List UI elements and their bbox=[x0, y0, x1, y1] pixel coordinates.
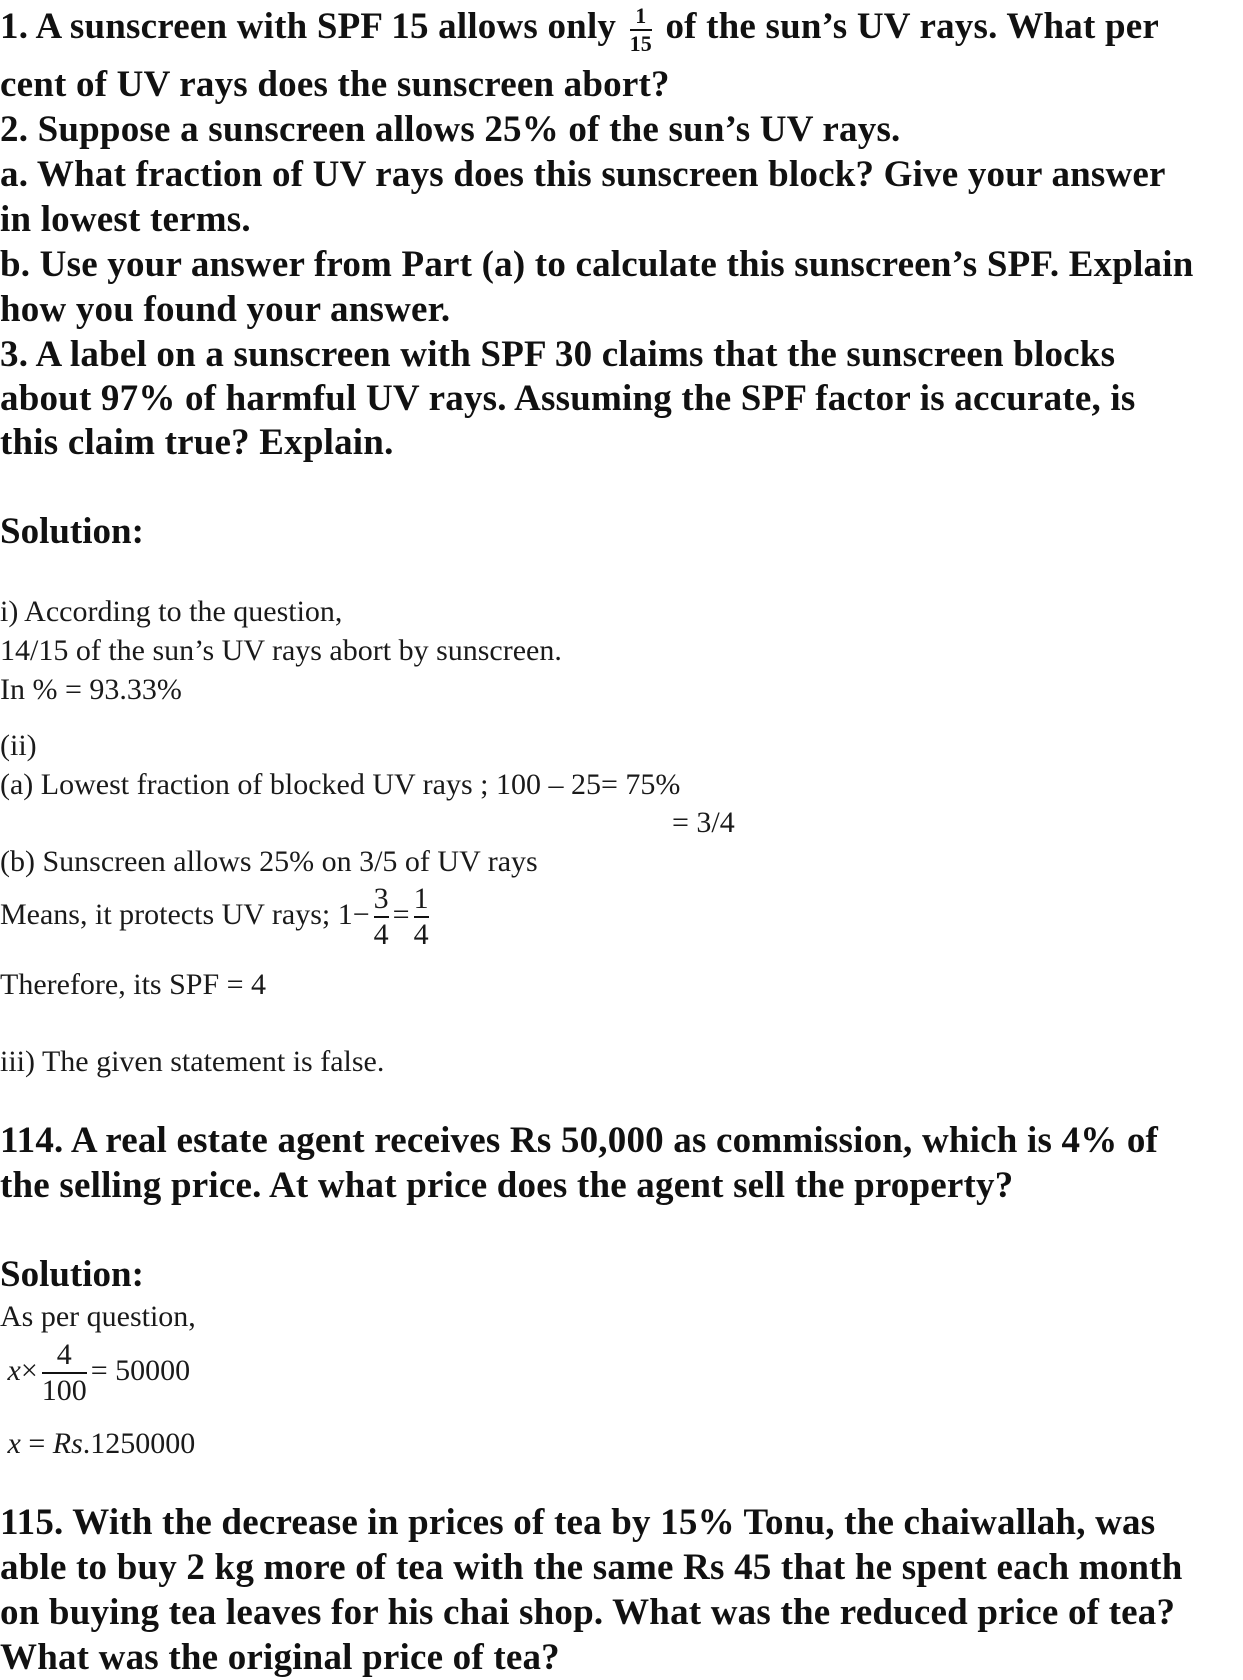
fraction-denominator: 4 bbox=[373, 918, 389, 951]
q114-line-1: 114. A real estate agent receives Rs 50,000 as commission, which is 4% of bbox=[0, 1120, 1159, 1161]
q113-fraction bbox=[629, 2, 652, 56]
equals-sign: = bbox=[392, 897, 410, 931]
q113-line-4: a. What fraction of UV rays does this sunscreen block? Give your answer bbox=[0, 154, 1166, 195]
fraction-four-hundredths bbox=[42, 1340, 87, 1406]
solution-113-line-9: Therefore, its SPF = 4 bbox=[0, 968, 267, 1001]
equation-rhs: = 50000 bbox=[90, 1353, 191, 1387]
variable-x: x bbox=[7, 1353, 21, 1387]
q115-line-3: on buying tea leaves for his chai shop. What was the reduced price of tea? bbox=[0, 1592, 1176, 1633]
q115-line-2: able to buy 2 kg more of tea with the same Rs 45 that he spent each month bbox=[0, 1547, 1183, 1588]
solution-113-line-1: i) According to the question, bbox=[0, 595, 343, 628]
solution-113-line-6: = 3/4 bbox=[672, 806, 735, 839]
q113-line-9: about 97% of harmful UV rays. Assuming the SPF factor is accurate, is bbox=[0, 378, 1136, 419]
q113-line-1 bbox=[0, 4, 1243, 55]
solution-113-line-5: (a) Lowest fraction of blocked UV rays ; 100 – 25= 75% bbox=[0, 768, 681, 801]
q113-line-3: 2. Suppose a sunscreen allows 25% of the sun’s UV rays. bbox=[0, 109, 901, 150]
fraction-numerator: 1 bbox=[413, 882, 429, 915]
solution-114-equation-2 bbox=[0, 1427, 195, 1461]
solution-114-line-1: As per question, bbox=[0, 1300, 196, 1333]
solution-113-line-3: In % = 93.33% bbox=[0, 673, 182, 706]
fraction-denominator: 100 bbox=[41, 1374, 87, 1407]
solution-heading: Solution: bbox=[0, 511, 144, 552]
solution-113-line-8-pre: Means, it protects UV rays; 1− bbox=[0, 897, 370, 931]
answer-value: .1250000 bbox=[82, 1427, 196, 1460]
solution-114-equation-1 bbox=[0, 1340, 190, 1406]
q113-line-1-post: of the sun’s UV rays. What per bbox=[665, 6, 1159, 47]
fraction-denominator: 4 bbox=[413, 918, 429, 951]
variable-x: x bbox=[7, 1427, 21, 1460]
fraction-three-quarters bbox=[374, 884, 389, 950]
q114-line-2: the selling price. At what price does the agent sell the property? bbox=[0, 1165, 1014, 1206]
solution-113-line-8 bbox=[0, 884, 433, 950]
currency-rs: Rs bbox=[52, 1427, 83, 1460]
q115-line-1: 115. With the decrease in prices of tea by 15% Tonu, the chaiwallah, was bbox=[0, 1502, 1156, 1543]
q113-line-2: cent of UV rays does the sunscreen abort? bbox=[0, 64, 670, 105]
times-sign: × bbox=[20, 1353, 38, 1387]
q113-line-7: how you found your answer. bbox=[0, 289, 451, 330]
q113-line-5: in lowest terms. bbox=[0, 199, 251, 240]
q113-fraction-denominator: 15 bbox=[629, 30, 652, 56]
solution-heading: Solution: bbox=[0, 1254, 144, 1295]
solution-113-line-4: (ii) bbox=[0, 729, 37, 762]
fraction-numerator: 3 bbox=[373, 882, 389, 915]
solution-113-line-10: iii) The given statement is false. bbox=[0, 1045, 385, 1078]
solution-113-line-2: 14/15 of the sun’s UV rays abort by sunscreen. bbox=[0, 634, 562, 667]
q115-line-4: What was the original price of tea? bbox=[0, 1637, 560, 1678]
solution-113-line-7: (b) Sunscreen allows 25% on 3/5 of UV rays bbox=[0, 845, 538, 878]
q113-line-1-pre: 1. A sunscreen with SPF 15 allows only bbox=[0, 6, 617, 47]
equals-sign: = bbox=[20, 1427, 53, 1460]
q113-line-10: this claim true? Explain. bbox=[0, 422, 394, 463]
fraction-numerator: 4 bbox=[56, 1338, 72, 1371]
fraction-one-quarter bbox=[414, 884, 429, 950]
q113-fraction-numerator: 1 bbox=[635, 2, 647, 28]
q113-line-8: 3. A label on a sunscreen with SPF 30 claims that the sunscreen blocks bbox=[0, 334, 1116, 375]
q113-line-6: b. Use your answer from Part (a) to calculate this sunscreen’s SPF. Explain bbox=[0, 244, 1194, 285]
